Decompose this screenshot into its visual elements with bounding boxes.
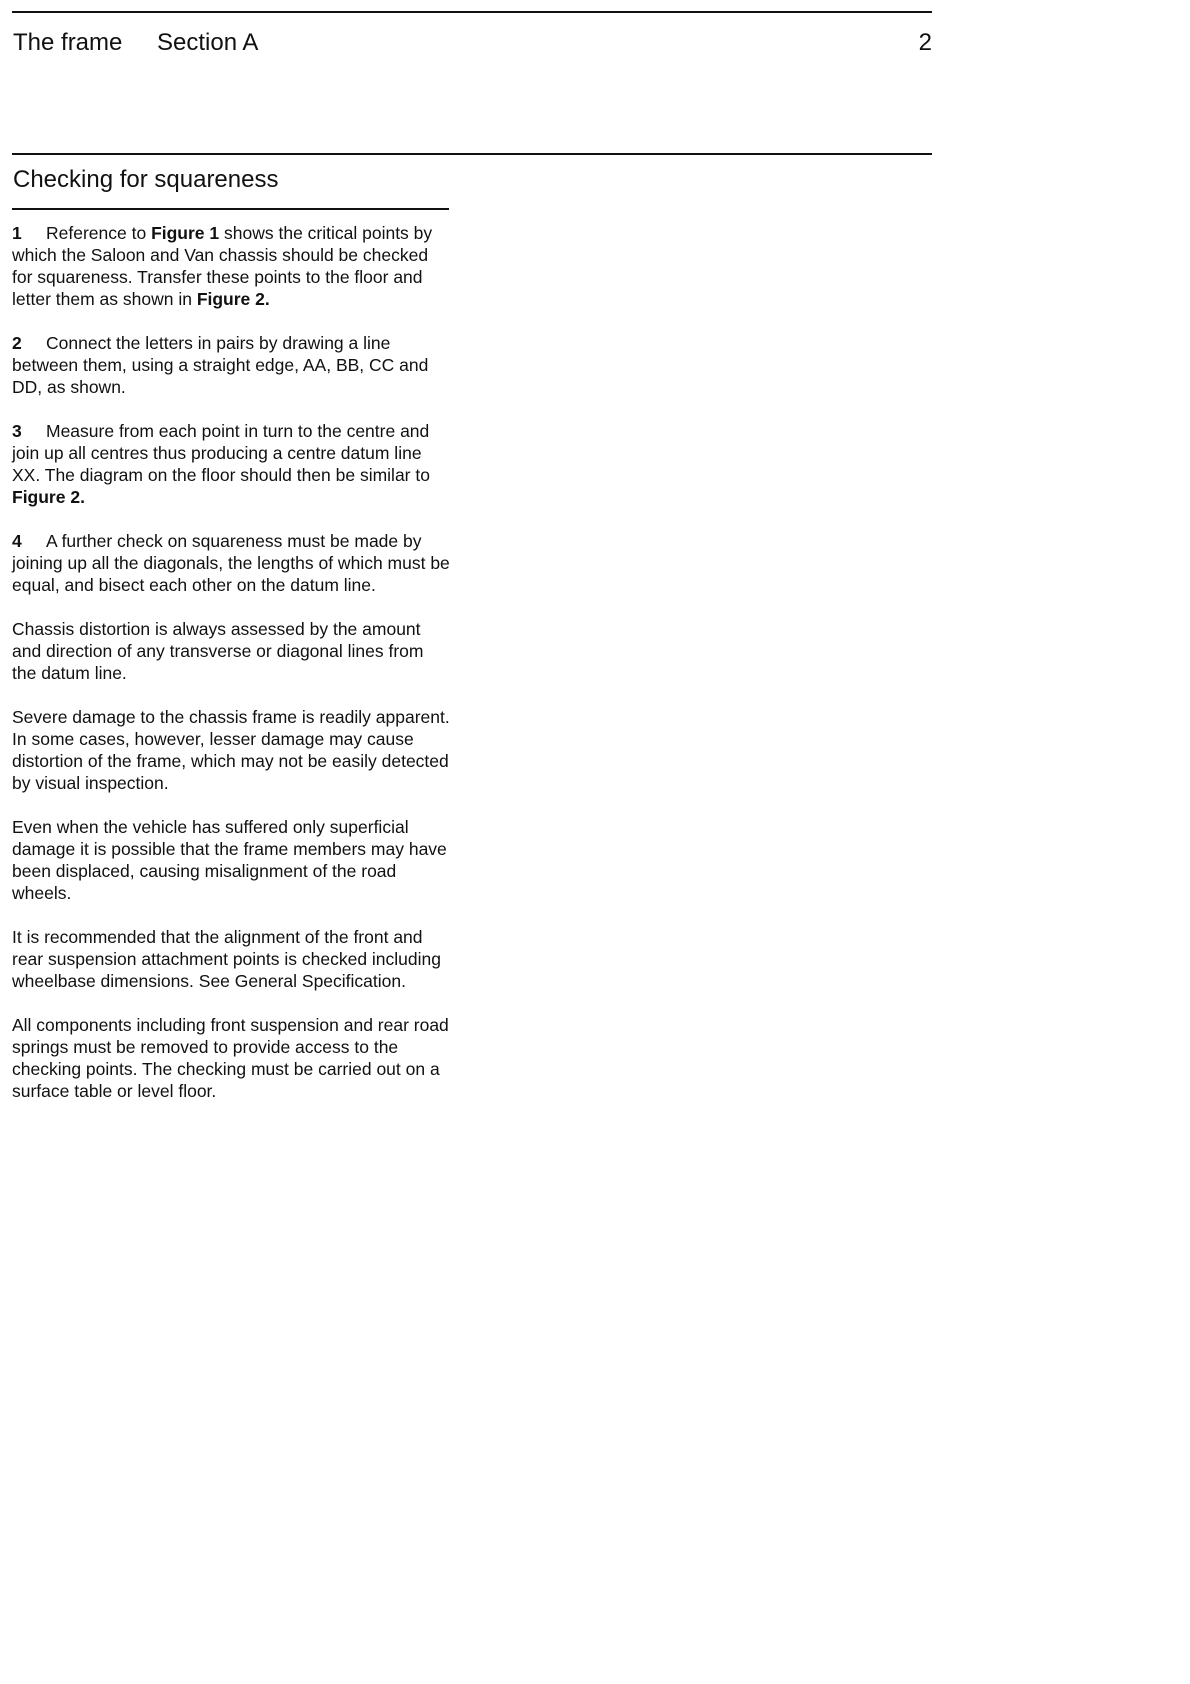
paragraph-text: A further check on squareness must be made by joining up all the diagonals, the lengths of which must be equal, and bisect each other on the datum line. <box>12 531 450 595</box>
section-divider-rule <box>12 153 932 155</box>
paragraph-chassis-distortion: Chassis distortion is always assessed by the amount and direction of any transverse or diagonal lines from the datum line. <box>12 619 424 683</box>
header-top-rule <box>12 11 932 13</box>
paragraph-severe-damage: Severe damage to the chassis frame is readily apparent. In some cases, however, lesser damage may cause distortion of the frame, which may not be easily detected by visual inspection. <box>12 707 450 793</box>
numbered-paragraph-2 <box>12 332 452 398</box>
figure-reference: Figure 2. <box>196 289 270 309</box>
paragraph-number: 2 <box>12 333 22 353</box>
paragraph-text: shows the critical points by which the Saloon and Van chassis should be checked for squareness. Transfer these points to the floor and letter them as shown in <box>12 223 433 309</box>
figure-reference: Figure 1 <box>151 223 220 243</box>
figure-reference: Figure 2. <box>12 487 85 507</box>
paragraph-superficial-damage: Even when the vehicle has suffered only superficial damage it is possible that the frame members may have been displaced, causing misalignment of the road wheels. <box>12 817 447 903</box>
numbered-paragraph-4 <box>12 530 452 596</box>
body-text <box>12 222 452 1124</box>
numbered-paragraph-1 <box>12 222 452 310</box>
paragraph-text: Measure from each point in turn to the centre and join up all centres thus producing a centre datum line XX. The diagram on the floor should then be similar to <box>12 421 430 485</box>
paragraph-components-removal: All components including front suspension and rear road springs must be removed to provide access to the checking points. The checking must be carried out on a surface table or level floor. <box>12 1015 449 1101</box>
paragraph-text: Connect the letters in pairs by drawing a line between them, using a straight edge, AA, BB, CC and DD, as shown. <box>12 333 429 397</box>
numbered-paragraph-3 <box>12 420 452 508</box>
paragraph-number: 1 <box>12 223 22 243</box>
page-number: 2 <box>918 29 932 56</box>
heading-underline <box>12 208 449 210</box>
paragraph-number: 3 <box>12 421 22 441</box>
paragraph-alignment-check: It is recommended that the alignment of the front and rear suspension attachment points is checked including wheelbase dimensions. See General Specification. <box>12 927 441 991</box>
section-heading: Checking for squareness <box>13 166 279 193</box>
chapter-title: The frame <box>13 29 123 56</box>
section-label: Section A <box>157 29 259 56</box>
paragraph-text: Reference to <box>46 223 152 243</box>
paragraph-number: 4 <box>12 531 22 551</box>
